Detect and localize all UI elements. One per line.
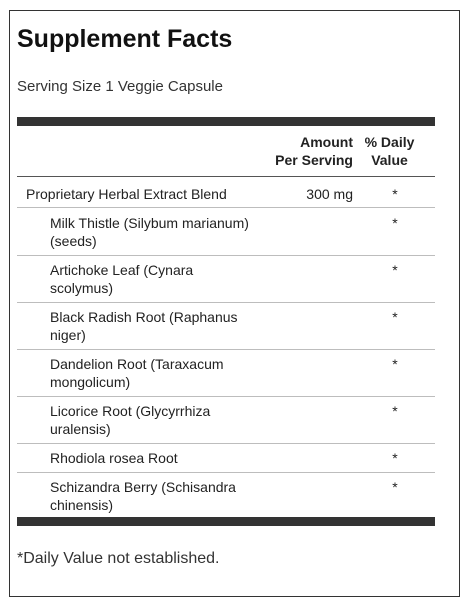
bottom-thick-divider <box>17 517 435 526</box>
footnote: *Daily Value not established. <box>17 550 220 567</box>
header-divider <box>17 176 435 177</box>
ingredient-name-line2: chinensis) <box>50 497 114 513</box>
row-divider <box>17 396 435 397</box>
row-divider <box>17 472 435 473</box>
serving-size: Serving Size 1 Veggie Capsule <box>17 78 223 95</box>
top-thick-divider <box>17 117 435 126</box>
amount-header-line1: Amount <box>300 134 353 150</box>
ingredient-dv: * <box>392 403 398 419</box>
row-divider <box>17 255 435 256</box>
daily-value-header <box>357 133 422 169</box>
blend-amount: 300 mg <box>306 186 353 202</box>
ingredient-dv: * <box>392 479 398 495</box>
panel-title: Supplement Facts <box>17 25 233 53</box>
dv-header-line1: % Daily <box>364 134 415 150</box>
blend-name: Proprietary Herbal Extract Blend <box>26 186 227 202</box>
row-divider <box>17 207 435 208</box>
dv-header-line2: Value <box>371 152 408 168</box>
row-divider <box>17 302 435 303</box>
row-divider <box>17 349 435 350</box>
ingredient-name-line1: Artichoke Leaf (Cynara <box>50 262 194 278</box>
ingredient-dv: * <box>392 262 398 278</box>
ingredient-dv: * <box>392 309 398 325</box>
row-divider <box>17 443 435 444</box>
ingredient-name-line2: mongolicum) <box>50 374 131 390</box>
ingredient-name-line1: Licorice Root (Glycyrrhiza <box>50 403 211 419</box>
ingredient-name-line1: Milk Thistle (Silybum marianum) <box>50 215 249 231</box>
ingredient-name-line1: Dandelion Root (Taraxacum <box>50 356 224 372</box>
ingredient-name-line1: Rhodiola rosea Root <box>50 450 178 466</box>
ingredient-name-line1: Schizandra Berry (Schisandra <box>50 479 236 495</box>
ingredient-name-line1: Black Radish Root (Raphanus <box>50 309 238 325</box>
ingredient-name-line2: scolymus) <box>50 280 114 296</box>
ingredient-dv: * <box>392 450 398 466</box>
amount-per-serving-header <box>255 133 353 169</box>
amount-header-line2: Per Serving <box>275 152 353 168</box>
ingredient-name-line2: (seeds) <box>50 233 97 249</box>
ingredient-name-line2: niger) <box>50 327 86 343</box>
ingredient-dv: * <box>392 215 398 231</box>
blend-dv: * <box>392 186 398 202</box>
ingredient-name-line2: uralensis) <box>50 421 111 437</box>
ingredient-dv: * <box>392 356 398 372</box>
